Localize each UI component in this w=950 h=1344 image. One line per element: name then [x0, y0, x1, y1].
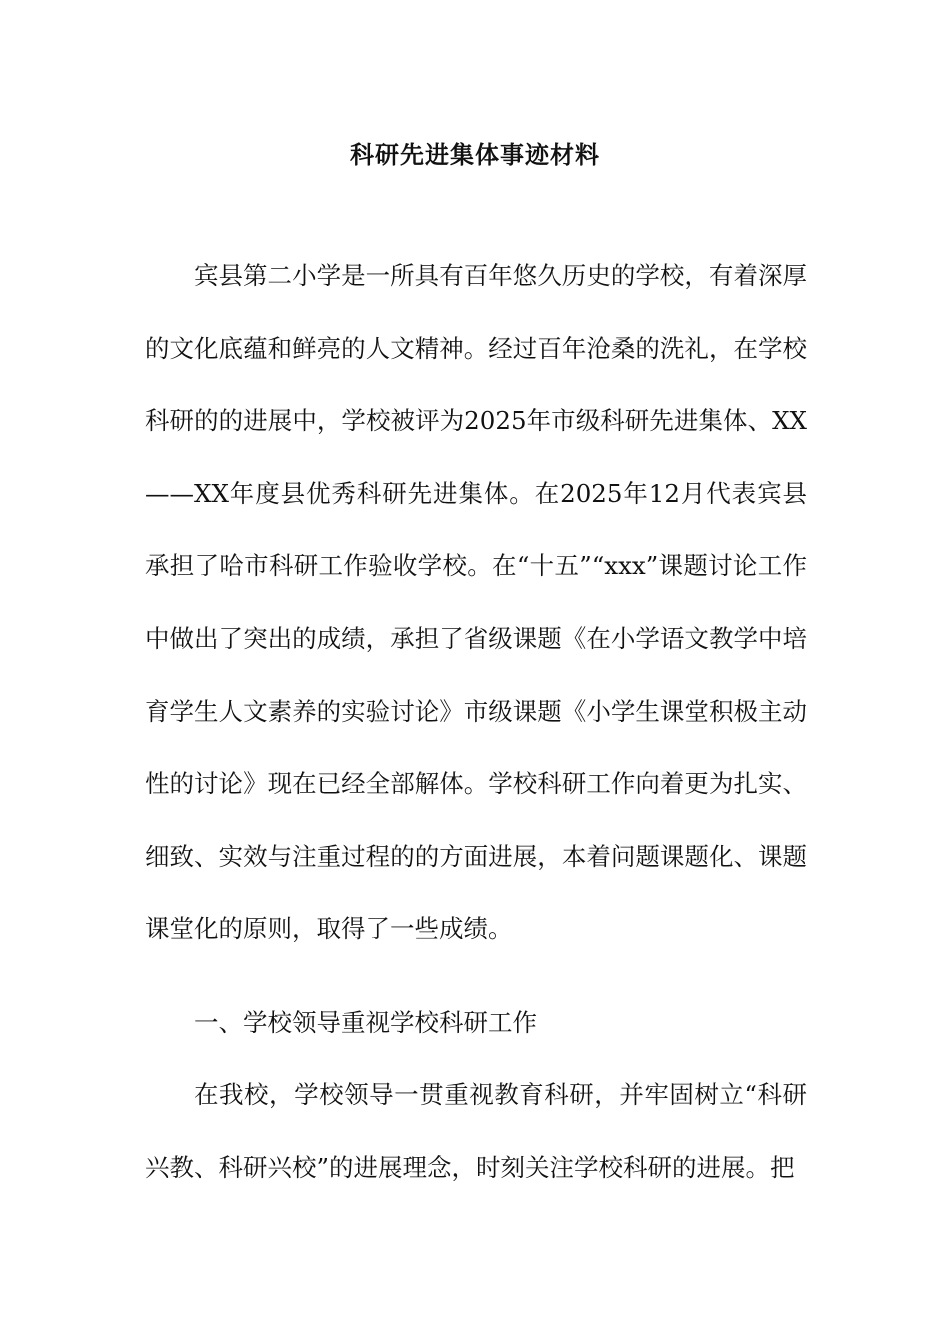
body-paragraph-1: 宾县第二小学是一所具有百年悠久历史的学校，有着深厚的文化底蕴和鲜亮的人文精神。经过百年沧桑的洗礼，在学校科研的的进展中，学校被评为2025年市级科研先进集体、XX——XX年度县优秀科研先进集体。在2025年12月代表宾县承担了哈市科研工作验收学校。在“十五”“xxx”课题讨论工作中做出了突出的成绩，承担了省级课题《在小学语文教学中培育学生人文素养的实验讨论》市级课题《小学生课堂积极主动性的讨论》现在已经全部解体。学校科研工作向着更为扎实、细致、实效与注重过程的的方面进展，本着问题课题化、课题课堂化的原则，取得了一些成绩。	[145, 261, 807, 944]
section-heading-1: 一、学校领导重视学校科研工作	[194, 1008, 537, 1037]
document-title: 科研先进集体事迹材料	[350, 140, 600, 169]
body-paragraph-2: 在我校，学校领导一贯重视教育科研，并牢固树立“科研兴教、科研兴校”的进展理念，时刻关注学校科研的进展。把	[145, 1080, 807, 1182]
